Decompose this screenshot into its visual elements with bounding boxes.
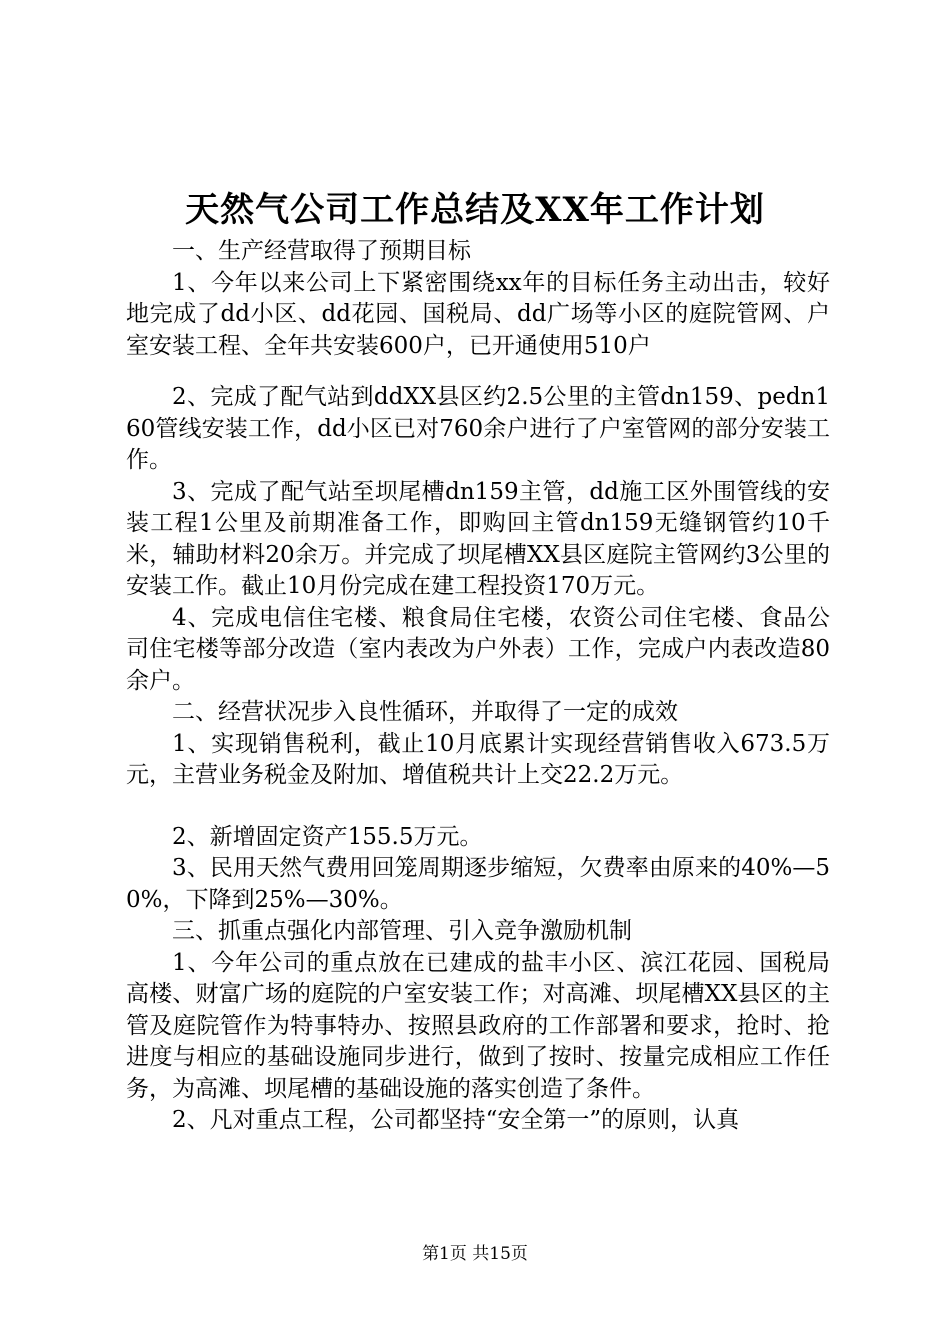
paragraph: 1、今年以来公司上下紧密围绕xx年的目标任务主动出击，较好地完成了dd小区、dd花园、国税局、dd广场等小区的庭院管网、户室安装工程、全年共安装600户，已开通使用510户 bbox=[126, 269, 830, 359]
paragraph: 2、凡对重点工程，公司都坚持“安全第一”的原则，认真 bbox=[172, 1107, 740, 1133]
section-heading-3: 三、抓重点强化内部管理、引入竞争激励机制 bbox=[172, 918, 632, 944]
paragraph: 2、新增固定资产155.5万元。 bbox=[172, 823, 483, 850]
paragraph: 4、完成电信住宅楼、粮食局住宅楼，农资公司住宅楼、食品公司住宅楼等部分改造（室内表改为户外表）工作，完成户内表改造80余户。 bbox=[126, 604, 830, 694]
section-heading-1: 一、生产经营取得了预期目标 bbox=[172, 238, 471, 264]
paragraph: 2、完成了配气站到ddXX县区约2.5公里的主管dn159、pedn160管线安装工作，dd小区已对760余户进行了户室管网的部分安装工作。 bbox=[126, 384, 830, 473]
paragraph: 3、民用天然气费用回笼周期逐步缩短，欠费率由原来的40%—50%，下降到25%—30%。 bbox=[126, 855, 830, 913]
paragraph: 1、实现销售税利，截止10月底累计实现经营销售收入673.5万元，主营业务税金及附加、增值税共计上交22.2万元。 bbox=[126, 730, 830, 788]
paragraph: 1、今年公司的重点放在已建成的盐丰小区、滨江花园、国税局高楼、财富广场的庭院的户室安装工作；对高滩、坝尾槽XX县区的主管及庭院管作为特事特办、按照县政府的工作部署和要求，抢时、抢进度与相应的基础设施同步进行，做到了按时、按量完成相应工作任务，为高滩、坝尾槽的基础设施的落实创造了条件。 bbox=[126, 949, 830, 1102]
document-title: 天然气公司工作总结及XX年工作计划 bbox=[185, 190, 765, 230]
section-heading-2: 二、经营状况步入良性循环，并取得了一定的成效 bbox=[172, 699, 678, 725]
document-body bbox=[126, 236, 830, 1137]
paragraph: 3、完成了配气站至坝尾槽dn159主管，dd施工区外围管线的安装工程1公里及前期准备工作，即购回主管dn159无缝钢管约10千米，辅助材料20余万。并完成了坝尾槽XX县区庭院主管网约3公里的安装工作。截止10月份完成在建工程投资170万元。 bbox=[126, 478, 830, 599]
page-number-footer: 第1页 共15页 bbox=[422, 1244, 528, 1264]
